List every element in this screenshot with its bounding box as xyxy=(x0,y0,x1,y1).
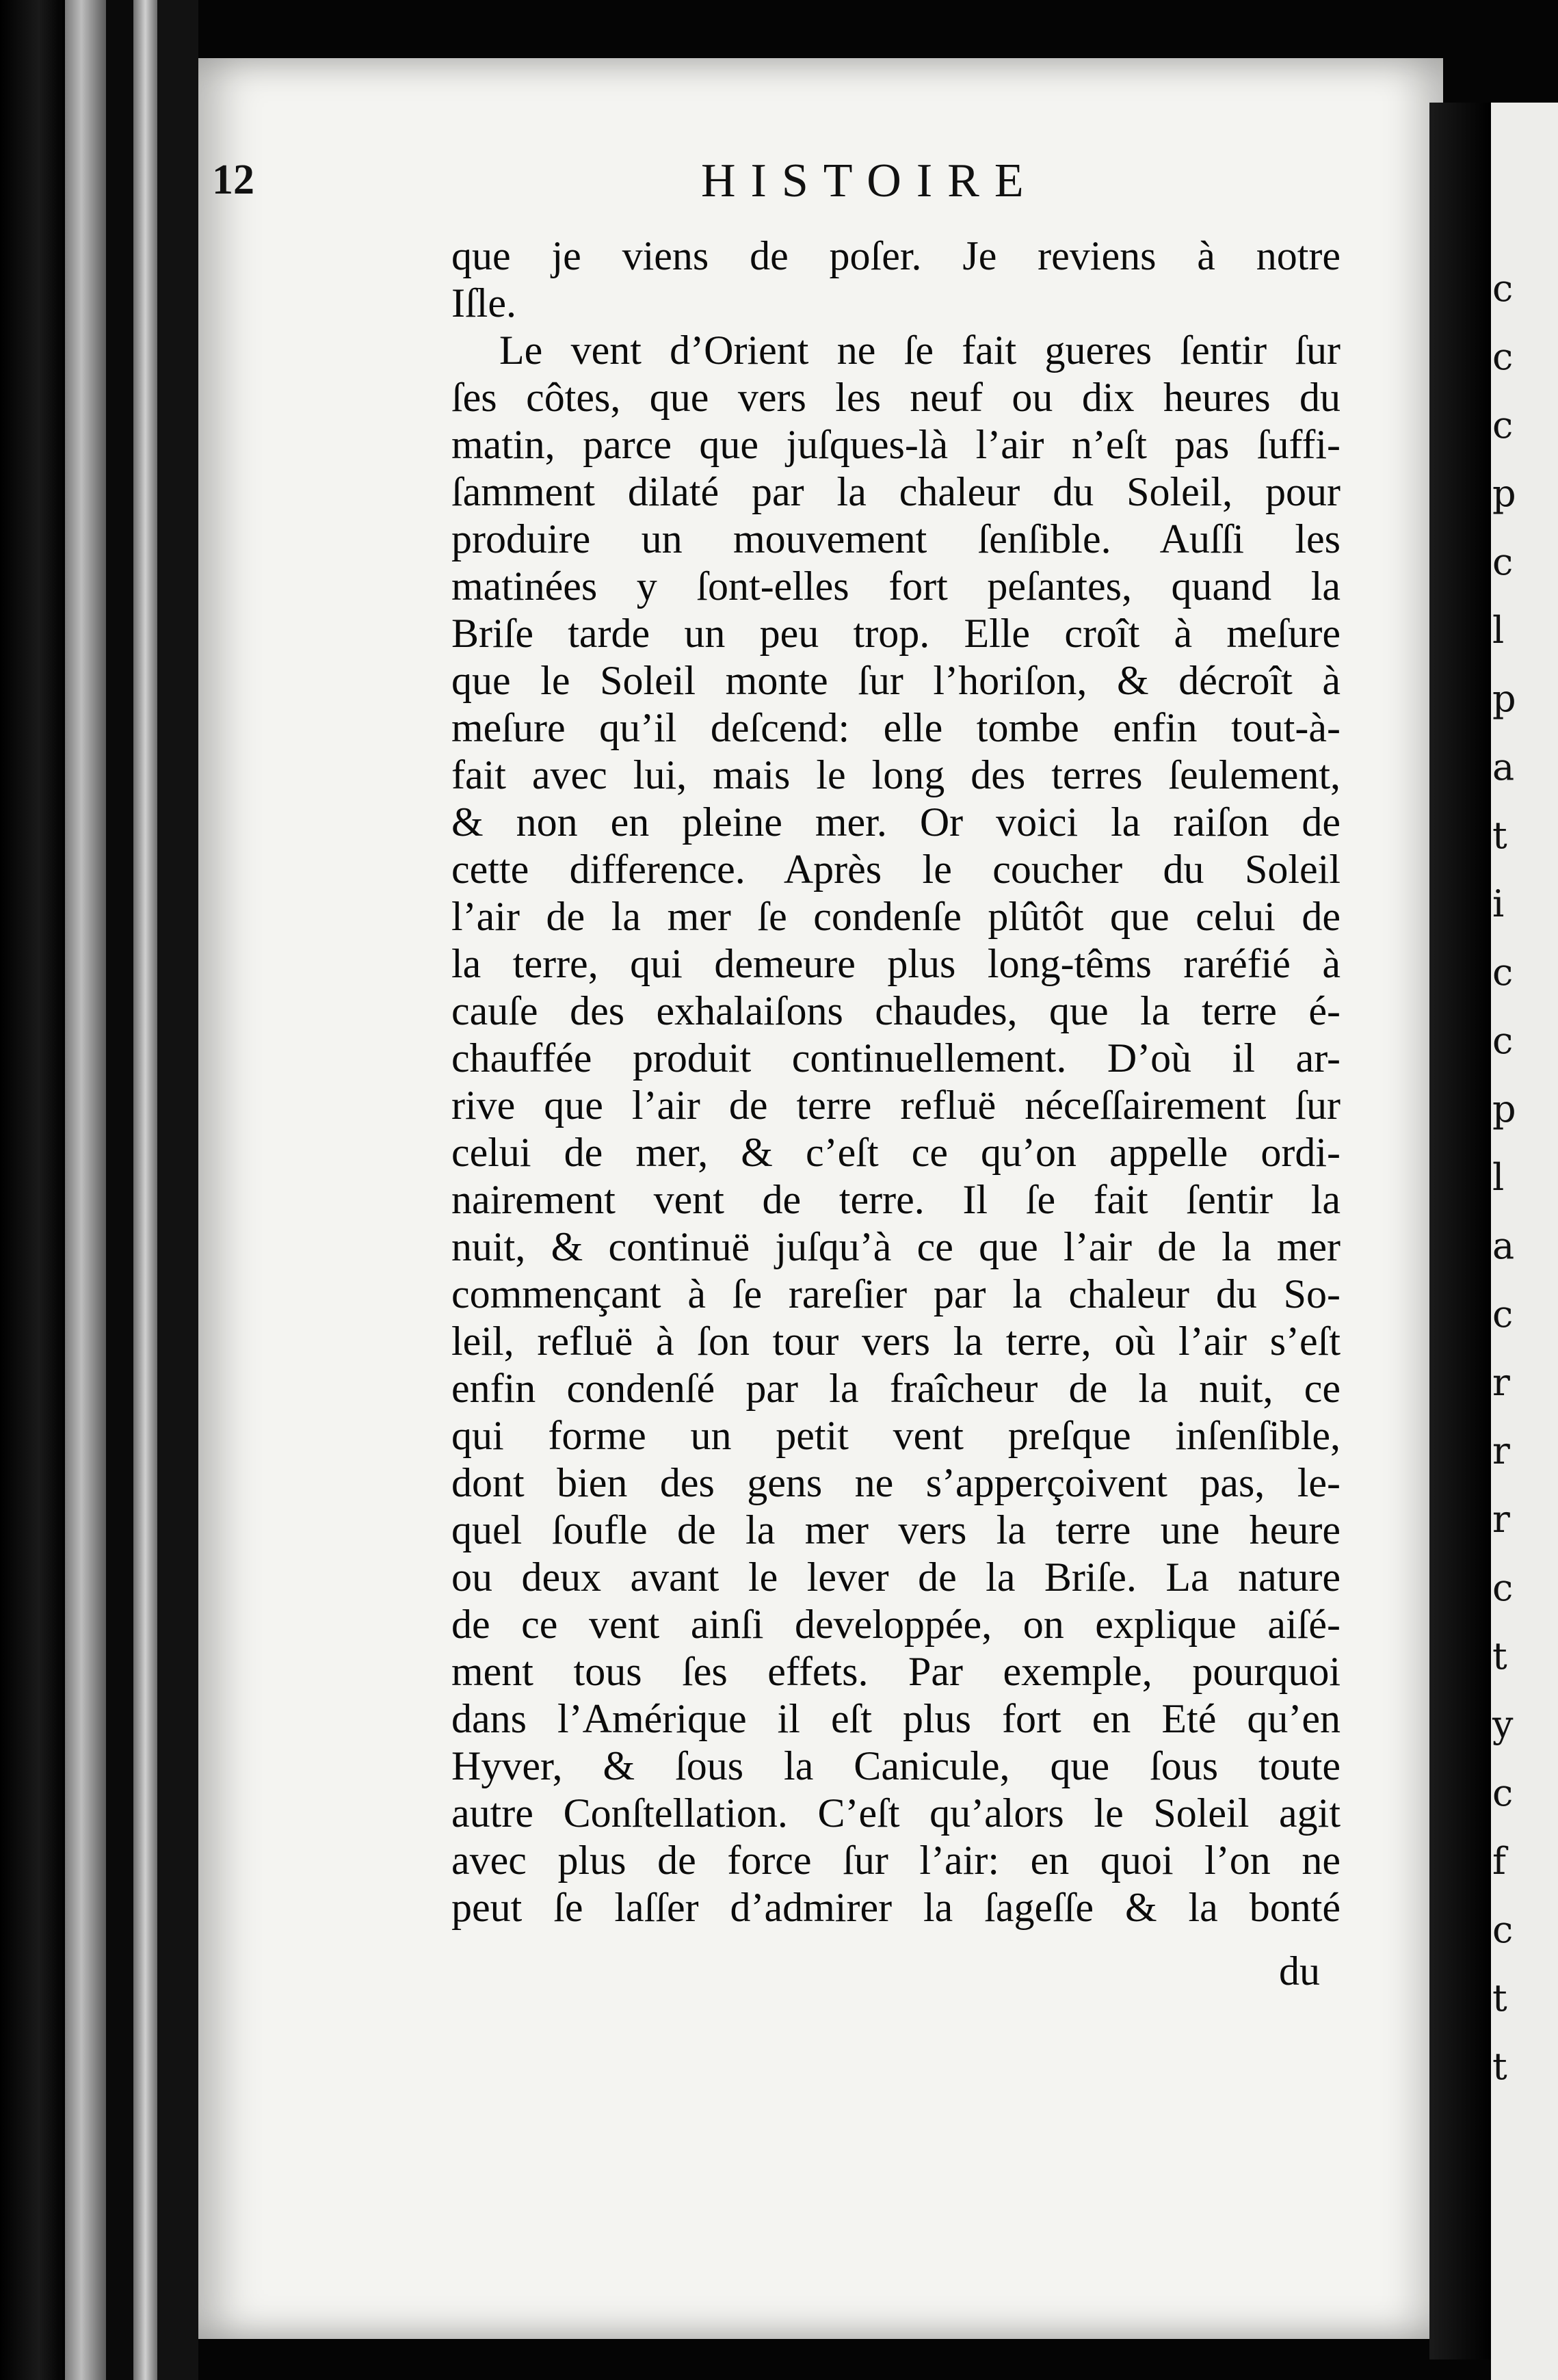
text-line: enfin condenſé par la fraîcheur de la nuit, ce xyxy=(451,1366,1341,1411)
text-line: nairement vent de terre. Il ſe fait ſentir la xyxy=(451,1177,1341,1222)
facing-page-letter: t xyxy=(1492,1635,1507,1678)
binding-edge-inner xyxy=(133,0,157,2380)
text-line: matinées y ſont-elles fort peſantes, quand la xyxy=(451,564,1341,609)
text-line: matin, parce que juſques-là l’air n’eſt pas ſuffi- xyxy=(451,422,1341,467)
facing-page-letter: f xyxy=(1492,1840,1506,1883)
facing-page-letter: y xyxy=(1492,1703,1514,1746)
binding-shadow xyxy=(0,0,65,2380)
text-line: Briſe tarde un peu trop. Elle croît à meſure xyxy=(451,611,1341,656)
text-line: ou deux avant le lever de la Briſe. La nature xyxy=(451,1555,1341,1600)
body-text xyxy=(451,233,1341,1931)
facing-page-letter: c xyxy=(1492,540,1514,583)
facing-page-letter: r xyxy=(1492,1361,1510,1404)
facing-page-letter: p xyxy=(1492,677,1516,720)
text-line: l’air de la mer ſe condenſe plûtôt que celui de xyxy=(451,894,1341,939)
text-line: la terre, qui demeure plus long-têms raréfié à xyxy=(451,941,1341,986)
binding-edge xyxy=(65,0,106,2380)
facing-page-letter: p xyxy=(1492,472,1516,515)
text-line: chauffée produit continuellement. D’où il ar- xyxy=(451,1035,1341,1081)
text-line: meſure qu’il deſcend: elle tombe enfin tout-à- xyxy=(451,705,1341,750)
binding-gap xyxy=(106,0,133,2380)
text-line: fait avec lui, mais le long des terres ſeulement, xyxy=(451,752,1341,797)
text-line: Le vent d’Orient ne ſe fait gueres ſentir ſur xyxy=(499,328,1341,373)
facing-page-letter: p xyxy=(1492,1087,1516,1130)
text-line: avec plus de force ſur l’air: en quoi l’on ne xyxy=(451,1838,1341,1883)
running-title: HISTOIRE xyxy=(701,155,1039,207)
text-line: Iſle. xyxy=(451,280,516,326)
text-line: rive que l’air de terre refluë néceſſairement ſur xyxy=(451,1083,1341,1128)
facing-page-letter: t xyxy=(1492,2045,1507,2088)
facing-page-letter: r xyxy=(1492,1429,1510,1472)
text-line: Hyver, & ſous la Canicule, que ſous toute xyxy=(451,1743,1341,1788)
facing-page-letter: l xyxy=(1492,609,1505,652)
facing-page-letter: c xyxy=(1492,1908,1514,1951)
catchword: du xyxy=(1279,1948,1320,1994)
text-line: & non en pleine mer. Or voici la raiſon de xyxy=(451,799,1341,845)
text-line: dont bien des gens ne s’apperçoivent pas, le- xyxy=(451,1460,1341,1505)
text-line: ſes côtes, que vers les neuf ou dix heures du xyxy=(451,375,1341,420)
facing-page-letter: t xyxy=(1492,1976,1507,2020)
text-line: peut ſe laſſer d’admirer la ſageſſe & la bonté xyxy=(451,1885,1341,1930)
facing-page-letter: c xyxy=(1492,1566,1514,1609)
text-line: qui forme un petit vent preſque inſenſible, xyxy=(451,1413,1341,1458)
facing-page-letter: c xyxy=(1492,404,1514,447)
facing-page-letter: c xyxy=(1492,1019,1514,1062)
text-line: produire un mouvement ſenſible. Auſſi les xyxy=(451,516,1341,561)
facing-page-letter: c xyxy=(1492,1293,1514,1336)
text-line: que le Soleil monte ſur l’horiſon, & décroît à xyxy=(451,658,1341,703)
text-line: celui de mer, & c’eſt ce qu’on appelle ordi- xyxy=(451,1130,1341,1175)
facing-page-letter: c xyxy=(1492,335,1514,378)
text-line: nuit, & continuë juſqu’à ce que l’air de la mer xyxy=(451,1224,1341,1269)
facing-page-letter: i xyxy=(1492,882,1505,925)
facing-page-letter: c xyxy=(1492,951,1514,994)
facing-page-letter: c xyxy=(1492,267,1514,310)
text-line: ſamment dilaté par la chaleur du Soleil, pour xyxy=(451,469,1341,514)
facing-page-edge xyxy=(1491,103,1558,2380)
page-number: 12 xyxy=(212,157,254,203)
text-line: ment tous ſes effets. Par exemple, pourquoi xyxy=(451,1649,1341,1694)
facing-page-letter: a xyxy=(1492,1224,1515,1267)
text-line: commençant à ſe rareſier par la chaleur du So- xyxy=(451,1271,1341,1317)
text-line: leil, refluë à ſon tour vers la terre, où l’air s’eſt xyxy=(451,1319,1341,1364)
text-line: de ce vent ainſi developpée, on explique aiſé- xyxy=(451,1602,1341,1647)
facing-page-letter: c xyxy=(1492,1771,1514,1814)
text-line: cette difference. Après le coucher du Soleil xyxy=(451,847,1341,892)
text-line: autre Conſtellation. C’eſt qu’alors le Soleil agit xyxy=(451,1790,1341,1836)
text-line: dans l’Amérique il eſt plus fort en Eté qu’en xyxy=(451,1696,1341,1741)
text-line: cauſe des exhalaiſons chaudes, que la terre é- xyxy=(451,988,1341,1033)
facing-page-letter: a xyxy=(1492,745,1515,789)
text-line: quel ſoufle de la mer vers la terre une heure xyxy=(451,1507,1341,1552)
facing-page-letter: r xyxy=(1492,1498,1510,1541)
page-gutter-shadow xyxy=(1429,103,1491,2359)
binding-gutter xyxy=(157,0,198,2380)
facing-page-letter: l xyxy=(1492,1156,1505,1199)
text-line: que je viens de poſer. Je reviens à notre xyxy=(451,233,1341,278)
facing-page-letter: t xyxy=(1492,814,1507,857)
